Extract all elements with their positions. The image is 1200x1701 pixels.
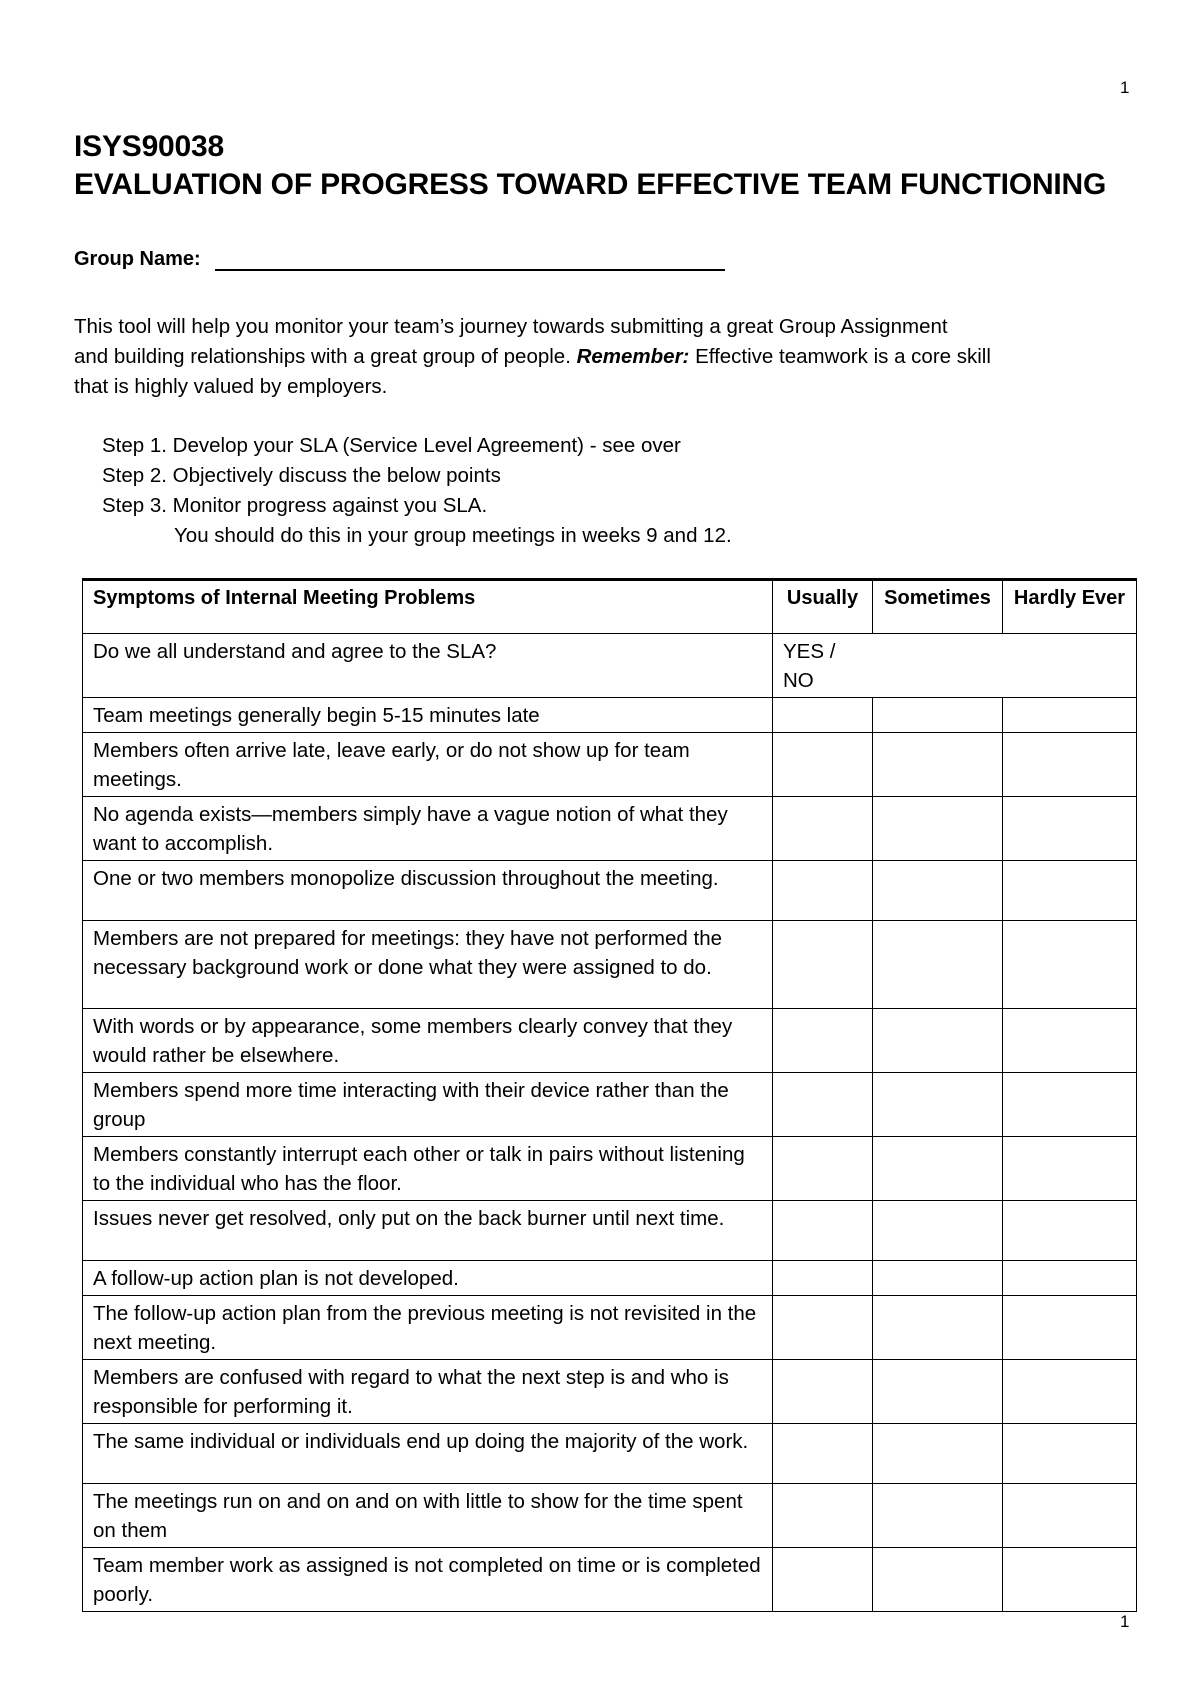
intro-line-2 <box>74 342 1084 372</box>
page-number-top: 1 <box>1120 78 1130 97</box>
group-name-label: Group Name: <box>74 248 201 270</box>
page-title: EVALUATION OF PROGRESS TOWARD EFFECTIVE TEAM FUNCTIONING <box>74 168 1107 201</box>
intro-line-2-end: Effective teamwork is a core skill <box>689 345 991 368</box>
rating-cell-hardly-ever[interactable] <box>1003 921 1137 1009</box>
step-note: You should do this in your group meetings in weeks 9 and 12. <box>174 524 732 547</box>
intro-line-3: that is highly valued by employers. <box>74 375 388 398</box>
symptoms-table <box>82 578 1137 1612</box>
intro-paragraph <box>74 312 1084 402</box>
sla-row <box>83 634 1137 698</box>
rating-cell-sometimes[interactable] <box>873 1296 1003 1360</box>
rating-cell-hardly-ever[interactable] <box>1003 1137 1137 1201</box>
group-name-field <box>74 247 725 271</box>
rating-cell-usually[interactable] <box>773 1261 873 1296</box>
symptom-text: Members often arrive late, leave early, or do not show up for team meetings. <box>83 733 773 797</box>
symptom-text: One or two members monopolize discussion throughout the meeting. <box>83 861 773 921</box>
rating-cell-sometimes[interactable] <box>873 1073 1003 1137</box>
rating-cell-sometimes[interactable] <box>873 1548 1003 1612</box>
rating-cell-hardly-ever[interactable] <box>1003 797 1137 861</box>
rating-cell-sometimes[interactable] <box>873 1201 1003 1261</box>
table-row <box>83 733 1137 797</box>
table-row <box>83 1296 1137 1360</box>
table-row <box>83 1073 1137 1137</box>
rating-cell-usually[interactable] <box>773 733 873 797</box>
table-header-row <box>83 580 1137 634</box>
title-block <box>74 128 1106 204</box>
rating-cell-usually[interactable] <box>773 1137 873 1201</box>
rating-cell-sometimes[interactable] <box>873 1261 1003 1296</box>
step-1: Step 1. Develop your SLA (Service Level Agreement) - see over <box>102 434 681 457</box>
intro-line-2-start: and building relationships with a great group of people. <box>74 345 577 368</box>
table-row <box>83 1424 1137 1484</box>
rating-cell-usually[interactable] <box>773 1201 873 1261</box>
sla-yes-no-cell[interactable] <box>773 634 1137 698</box>
rating-cell-usually[interactable] <box>773 797 873 861</box>
rating-cell-hardly-ever[interactable] <box>1003 1261 1137 1296</box>
rating-cell-sometimes[interactable] <box>873 1009 1003 1073</box>
header-hardly-ever: Hardly Ever <box>1003 580 1137 634</box>
rating-cell-sometimes[interactable] <box>873 1484 1003 1548</box>
rating-cell-hardly-ever[interactable] <box>1003 1484 1137 1548</box>
rating-cell-usually[interactable] <box>773 921 873 1009</box>
rating-cell-hardly-ever[interactable] <box>1003 698 1137 733</box>
rating-cell-hardly-ever[interactable] <box>1003 733 1137 797</box>
rating-cell-hardly-ever[interactable] <box>1003 1424 1137 1484</box>
rating-cell-usually[interactable] <box>773 1548 873 1612</box>
rating-cell-hardly-ever[interactable] <box>1003 1360 1137 1424</box>
rating-cell-usually[interactable] <box>773 1009 873 1073</box>
rating-cell-usually[interactable] <box>773 698 873 733</box>
rating-cell-sometimes[interactable] <box>873 797 1003 861</box>
table-row <box>83 861 1137 921</box>
remember-label: Remember: <box>576 345 690 368</box>
step-3: Step 3. Monitor progress against you SLA. <box>102 494 488 517</box>
rating-cell-usually[interactable] <box>773 1424 873 1484</box>
table-row <box>83 797 1137 861</box>
page-number-bottom: 1 <box>1120 1612 1130 1631</box>
table-row <box>83 1137 1137 1201</box>
group-name-blank[interactable] <box>215 247 725 271</box>
rating-cell-hardly-ever[interactable] <box>1003 1073 1137 1137</box>
symptom-text: Team meetings generally begin 5-15 minutes late <box>83 698 773 733</box>
rating-cell-usually[interactable] <box>773 1360 873 1424</box>
symptom-text: Members are confused with regard to what the next step is and who is responsible for performing it. <box>83 1360 773 1424</box>
header-sometimes: Sometimes <box>873 580 1003 634</box>
rating-cell-hardly-ever[interactable] <box>1003 1296 1137 1360</box>
rating-cell-hardly-ever[interactable] <box>1003 861 1137 921</box>
symptom-text: No agenda exists—members simply have a vague notion of what they want to accomplish. <box>83 797 773 861</box>
table-row <box>83 1261 1137 1296</box>
sla-yes: YES / <box>783 640 836 663</box>
symptom-text: Team member work as assigned is not completed on time or is completed poorly. <box>83 1548 773 1612</box>
symptom-text: Members spend more time interacting with their device rather than the group <box>83 1073 773 1137</box>
symptom-text: With words or by appearance, some members clearly convey that they would rather be elsewhere. <box>83 1009 773 1073</box>
step-2: Step 2. Objectively discuss the below points <box>102 464 501 487</box>
rating-cell-usually[interactable] <box>773 1484 873 1548</box>
table-row <box>83 921 1137 1009</box>
rating-cell-sometimes[interactable] <box>873 921 1003 1009</box>
rating-cell-hardly-ever[interactable] <box>1003 1201 1137 1261</box>
rating-cell-sometimes[interactable] <box>873 1360 1003 1424</box>
symptom-text: The follow-up action plan from the previous meeting is not revisited in the next meeting. <box>83 1296 773 1360</box>
symptom-text: A follow-up action plan is not developed. <box>83 1261 773 1296</box>
symptom-text: Members constantly interrupt each other or talk in pairs without listening to the individual who has the floor. <box>83 1137 773 1201</box>
table-row <box>83 1484 1137 1548</box>
symptom-text: Issues never get resolved, only put on the back burner until next time. <box>83 1201 773 1261</box>
rating-cell-sometimes[interactable] <box>873 1424 1003 1484</box>
header-symptoms: Symptoms of Internal Meeting Problems <box>83 580 773 634</box>
steps-list <box>102 431 732 551</box>
intro-line-1: This tool will help you monitor your team’s journey towards submitting a great Group Assignment <box>74 315 948 338</box>
sla-no: NO <box>783 669 814 692</box>
symptom-text: The same individual or individuals end up doing the majority of the work. <box>83 1424 773 1484</box>
table-row <box>83 1201 1137 1261</box>
sla-question: Do we all understand and agree to the SLA? <box>83 634 773 698</box>
table-row <box>83 1548 1137 1612</box>
rating-cell-hardly-ever[interactable] <box>1003 1548 1137 1612</box>
table-row <box>83 1360 1137 1424</box>
rating-cell-sometimes[interactable] <box>873 698 1003 733</box>
course-code: ISYS90038 <box>74 130 224 163</box>
symptom-text: The meetings run on and on and on with little to show for the time spent on them <box>83 1484 773 1548</box>
rating-cell-hardly-ever[interactable] <box>1003 1009 1137 1073</box>
rating-cell-usually[interactable] <box>773 1296 873 1360</box>
rating-cell-usually[interactable] <box>773 1073 873 1137</box>
rating-cell-sometimes[interactable] <box>873 733 1003 797</box>
rating-cell-usually[interactable] <box>773 861 873 921</box>
rating-cell-sometimes[interactable] <box>873 1137 1003 1201</box>
symptom-text: Members are not prepared for meetings: they have not performed the necessary background work or done what they were assigned to do. <box>83 921 773 1009</box>
table-row <box>83 698 1137 733</box>
header-usually: Usually <box>773 580 873 634</box>
table-row <box>83 1009 1137 1073</box>
rating-cell-sometimes[interactable] <box>873 861 1003 921</box>
